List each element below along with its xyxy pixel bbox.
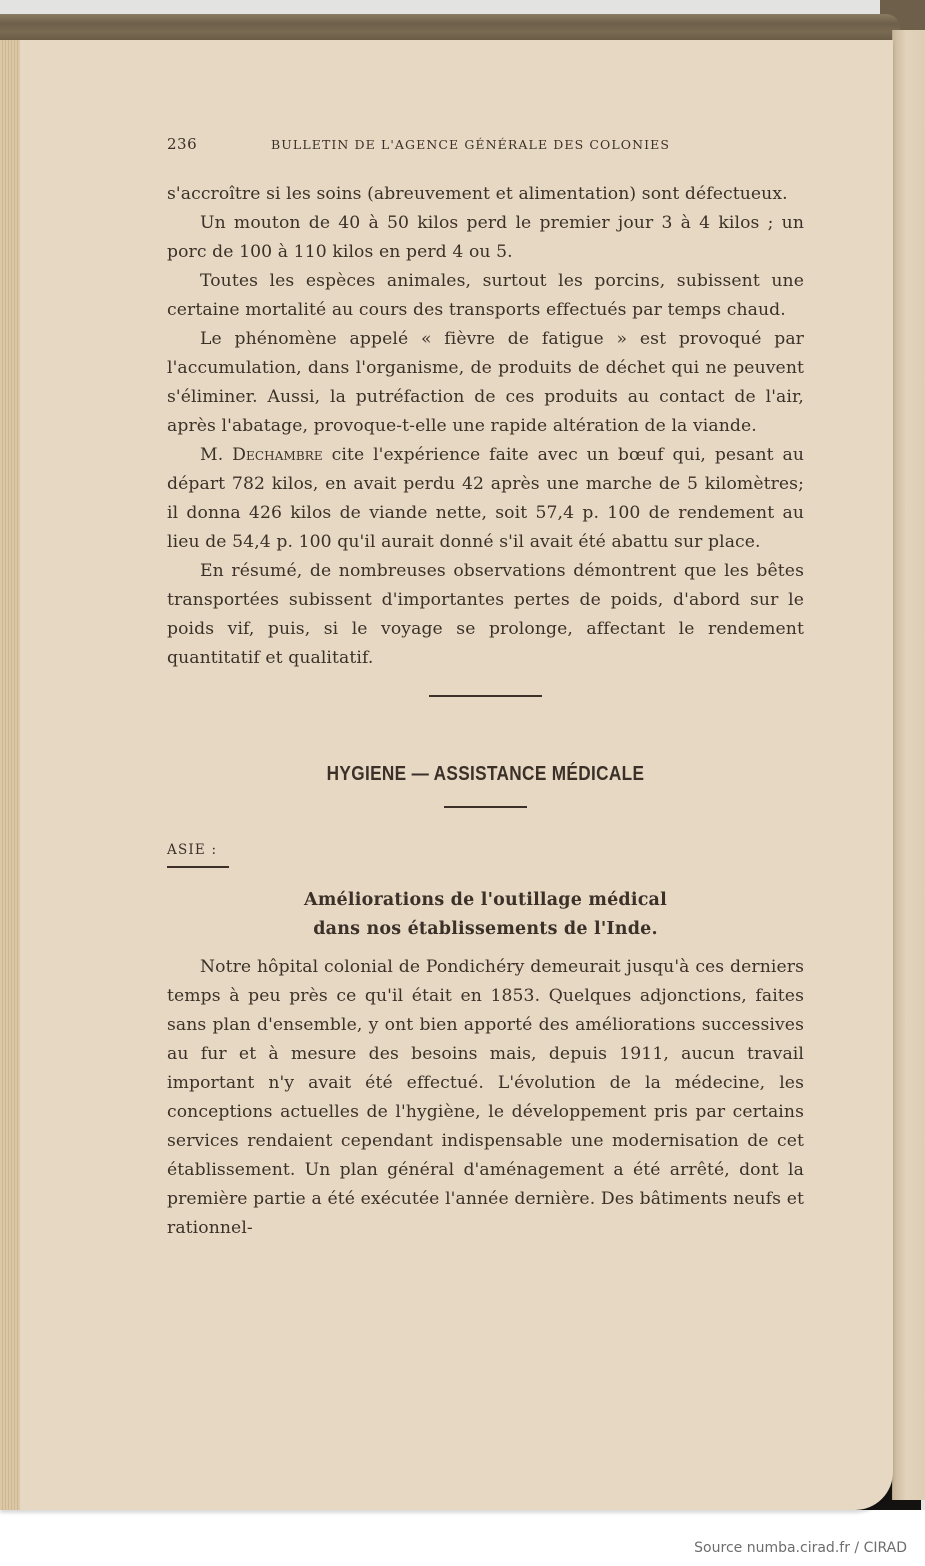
paragraph-especes: Toutes les espèces animales, surtout les porcins, subissent une certaine mortalité au cours des transports effectués par temps chaud. [167, 271, 804, 320]
page-text-block [167, 130, 804, 1243]
article-body: Notre hôpital colonial de Pondichéry demeurait jusqu'à ces derniers temps à peu près ce qu'il était en 1853. Quelques adjonctions, faites sans plan d'ensemble, y ont bien apporté des améliorations successives au fur et à mesure des besoins mais, depuis 1911, aucun travail important n'y avait été effectué. L'évolution de la médecine, les conceptions actuelles de l'hygiène, le développement pris par certains services rendaient cependant indispensable une modernisation de cet établissement. Un plan général d'aménagement a été arrêté, dont la première partie a été exécutée l'année dernière. Des bâtiments neufs et rationnel- [167, 957, 804, 1238]
dechambre-text: cite l'expérience faite avec un bœuf qui, pesant au départ 782 kilos, en avait perdu 42 après une marche de 5 kilomètres; il donna 426 kilos de viande nette, soit 57,4 p. 100 de rendement au lieu de 54,4 p. 100 qu'il aurait donné s'il avait été abattu sur place. [167, 445, 805, 552]
section-heading: HYGIENE — ASSISTANCE MÉDICALE [326, 763, 645, 785]
paragraph-fievre: Le phénomène appelé « fièvre de fatigue » est provoqué par l'accumulation, dans l'organisme, de produits de déchet qui ne peuvent s'éliminer. Aussi, la putréfaction de ces produits au contact de l'air, après l'abatage, provoque-t-elle une rapide altération de la viande. [167, 329, 804, 436]
running-header [167, 135, 804, 165]
article-title-line-2: dans nos établissements de l'Inde. [313, 919, 658, 939]
region-underline [167, 866, 229, 868]
paragraph-dechambre [167, 441, 804, 557]
article-title-line-1: Améliorations de l'outillage médical [304, 890, 667, 910]
dechambre-prefix: M. [200, 445, 233, 465]
page-number: 236 [167, 135, 198, 153]
source-caption: Source numba.cirad.fr / CIRAD [694, 1540, 907, 1556]
article-title [167, 886, 804, 944]
running-title: BULLETIN DE L'AGENCE GÉNÉRALE DES COLONIES [271, 137, 671, 152]
right-page-edge [892, 30, 925, 1500]
page-stack-edge [0, 40, 20, 1510]
section-divider [429, 695, 542, 697]
region-label: ASIE : [167, 842, 218, 858]
paragraph-continued: s'accroître si les soins (abreuvement et alimentation) sont défectueux. [167, 184, 788, 204]
paragraph-resume: En résumé, de nombreuses observations démontrent que les bêtes transportées subissent d'importantes pertes de poids, d'abord sur le poids vif, puis, si le voyage se prolonge, affectant le rendement quantitatif et qualitatif. [167, 561, 804, 668]
author-name: Dechambre [232, 445, 323, 465]
region-label-wrapper [167, 808, 804, 868]
paragraph-mouton: Un mouton de 40 à 50 kilos perd le premier jour 3 à 4 kilos ; un porc de 100 à 110 kilos en perd 4 ou 5. [167, 213, 804, 262]
